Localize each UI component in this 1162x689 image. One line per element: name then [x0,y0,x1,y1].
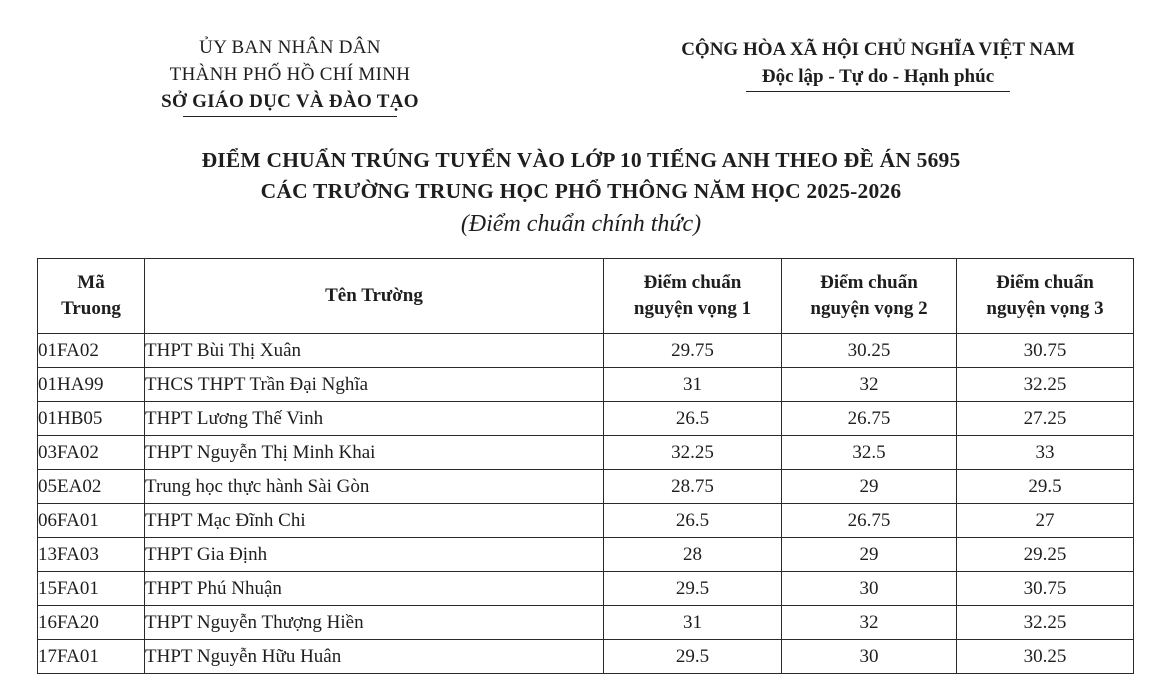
school-code: 03FA02 [38,436,145,470]
score-nv2: 29 [782,538,957,572]
score-nv3: 29.25 [957,538,1134,572]
school-name: THPT Phú Nhuận [145,572,604,606]
document-title [0,145,1162,207]
score-nv3: 30.75 [957,334,1134,368]
issuer-city: THÀNH PHỐ HỒ CHÍ MINH [169,64,411,85]
school-name: THPT Nguyễn Hữu Huân [145,640,604,674]
school-code: 17FA01 [38,640,145,674]
score-nv1: 28.75 [604,470,782,504]
school-name: THPT Gia Định [145,538,604,572]
score-nv3: 29.5 [957,470,1134,504]
school-name: THPT Mạc Đĩnh Chi [145,504,604,538]
table-row [38,334,1134,368]
score-nv2: 29 [782,470,957,504]
school-code: 01HA99 [38,368,145,402]
school-code: 16FA20 [38,606,145,640]
column-header-nv1: Điểm chuẩn nguyện vọng 1 [604,259,782,334]
table-row [38,606,1134,640]
score-nv1: 26.5 [604,504,782,538]
national-motto: Độc lập - Tự do - Hạnh phúc [761,66,995,87]
school-name: THPT Nguyễn Thị Minh Khai [145,436,604,470]
score-nv1: 28 [604,538,782,572]
school-name: THPT Bùi Thị Xuân [145,334,604,368]
table-row [38,402,1134,436]
column-header-nv3: Điểm chuẩn nguyện vọng 3 [957,259,1134,334]
school-code: 01FA02 [38,334,145,368]
score-nv3: 30.25 [957,640,1134,674]
school-code: 01HB05 [38,402,145,436]
score-nv1: 31 [604,368,782,402]
score-nv2: 30.25 [782,334,957,368]
table-row [38,436,1134,470]
issuer-block [120,34,460,117]
school-name: THPT Nguyễn Thượng Hiền [145,606,604,640]
score-nv1: 29.5 [604,640,782,674]
issuer-committee: ỦY BAN NHÂN DÂN [199,37,381,58]
benchmark-scores-table [37,258,1134,674]
school-name: THCS THPT Trần Đại Nghĩa [145,368,604,402]
column-header-nv2: Điểm chuẩn nguyện vọng 2 [782,259,957,334]
table-row [38,368,1134,402]
score-nv2: 32.5 [782,436,957,470]
column-header-school-name: Tên Trường [145,259,604,334]
table-row [38,504,1134,538]
score-nv2: 32 [782,368,957,402]
table-row [38,572,1134,606]
score-nv2: 32 [782,606,957,640]
score-nv3: 32.25 [957,606,1134,640]
score-nv3: 32.25 [957,368,1134,402]
score-nv1: 32.25 [604,436,782,470]
school-code: 06FA01 [38,504,145,538]
score-nv3: 33 [957,436,1134,470]
table-row [38,538,1134,572]
table-row [38,640,1134,674]
document-subtitle: (Điểm chuẩn chính thức) [460,211,702,237]
national-motto-block [620,36,1136,92]
motto-underline [746,91,1010,92]
country-name: CỘNG HÒA XÃ HỘI CHỦ NGHĨA VIỆT NAM [681,39,1075,60]
issuer-department: SỞ GIÁO DỤC VÀ ĐÀO TẠO [161,91,419,112]
score-nv3: 27 [957,504,1134,538]
school-name: Trung học thực hành Sài Gòn [145,470,604,504]
school-code: 15FA01 [38,572,145,606]
score-nv2: 30 [782,572,957,606]
title-line-1: ĐIỂM CHUẨN TRÚNG TUYỂN VÀO LỚP 10 TIẾNG ANH THEO ĐỀ ÁN 5695 [201,148,961,172]
score-nv2: 30 [782,640,957,674]
table-row [38,470,1134,504]
school-code: 13FA03 [38,538,145,572]
score-nv3: 30.75 [957,572,1134,606]
school-code: 05EA02 [38,470,145,504]
score-nv2: 26.75 [782,504,957,538]
column-header-code: Mã Truong [38,259,145,334]
table-header-row [38,259,1134,334]
score-nv1: 31 [604,606,782,640]
score-nv3: 27.25 [957,402,1134,436]
score-nv1: 26.5 [604,402,782,436]
school-name: THPT Lương Thế Vinh [145,402,604,436]
score-nv2: 26.75 [782,402,957,436]
score-nv1: 29.75 [604,334,782,368]
score-nv1: 29.5 [604,572,782,606]
title-line-2: CÁC TRƯỜNG TRUNG HỌC PHỔ THÔNG NĂM HỌC 2025-2026 [260,179,902,203]
issuer-underline [183,116,397,117]
